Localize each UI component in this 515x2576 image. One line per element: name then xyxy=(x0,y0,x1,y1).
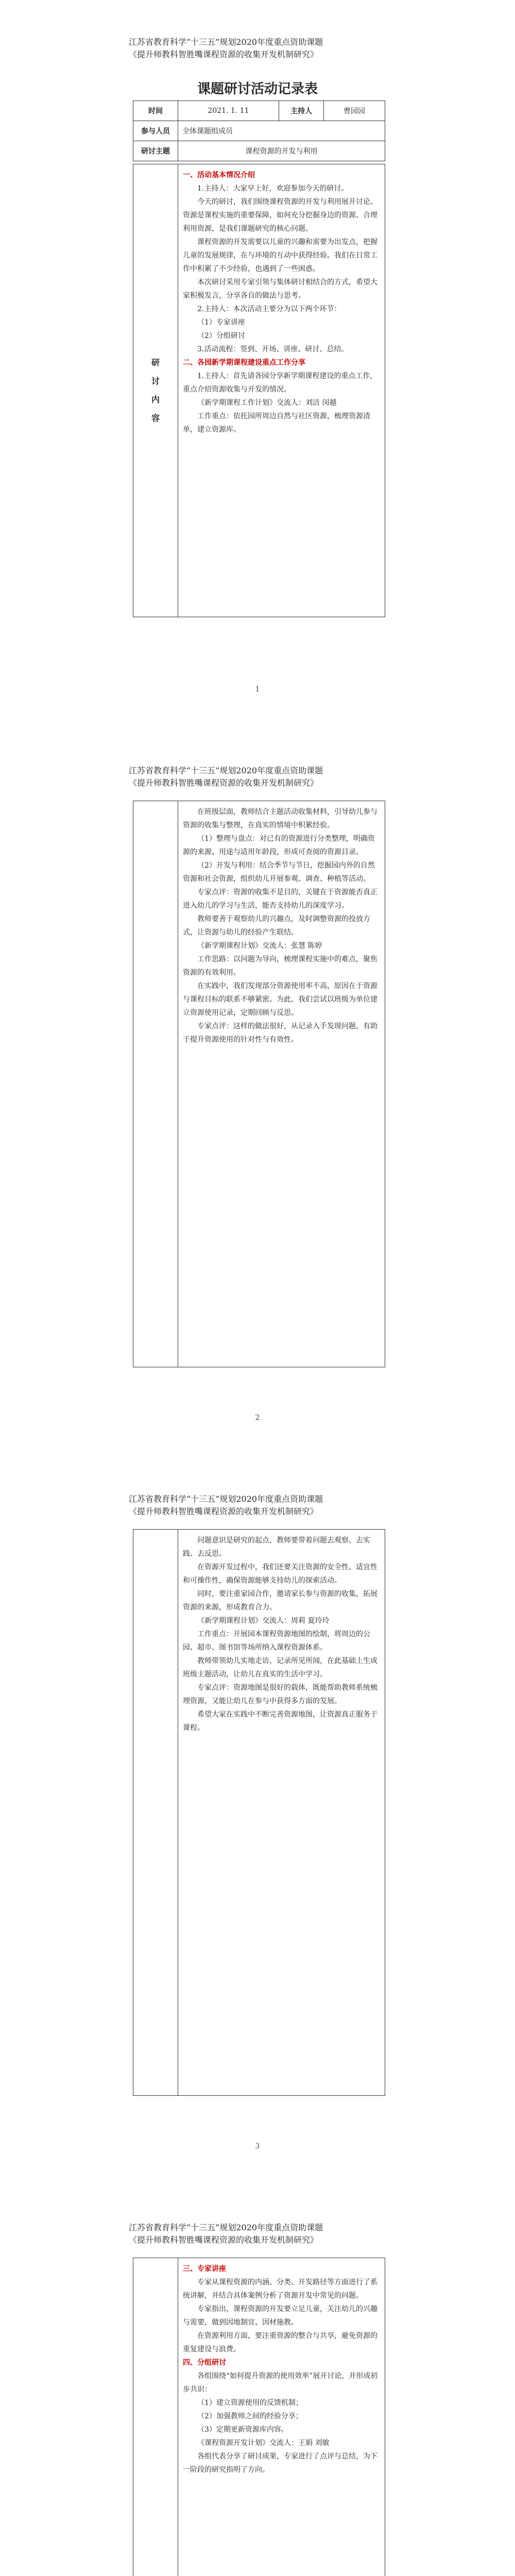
paragraph: （1）专家讲座 xyxy=(197,318,245,327)
paragraph: 工作重点：依托园所周边自然与社区资源，梳理资源清单，建立资源库。 xyxy=(183,412,370,434)
host-label: 主持人 xyxy=(279,101,323,121)
content-label: 研 讨 内 容 xyxy=(133,164,178,617)
participants-label: 参与人员 xyxy=(133,121,178,141)
paragraph: 各组代表分享了研讨成果，专家进行了点评与总结，为下一阶段的研究指明了方向。 xyxy=(183,2452,377,2474)
header-line: 江苏省教育科学“十三五”规划2020年度重点资助课题 xyxy=(129,766,323,775)
content-box xyxy=(133,2258,385,2576)
page-number: 3 xyxy=(255,2142,260,2150)
paragraph: 今天的研讨，我们围绕课程资源的开发与利用展开讨论。资源是课程实施的重要保障，如何充分挖掘身边的资源、合理利用资源，是我们课题研究的核心问题。 xyxy=(183,198,377,233)
page-header xyxy=(129,1493,323,1518)
paragraph: 专家从课程资源的内涵、分类、开发路径等方面进行了系统讲解，并结合具体案例分析了资源开发中常见的问题。 xyxy=(183,2278,377,2300)
header-line: 《提升师教科智胜嘴课程资源的收集开发机制研究》 xyxy=(129,49,319,59)
paragraph: 《新学期课程计划》交流人：张慧 陈婷 xyxy=(197,942,322,950)
time-label: 时间 xyxy=(133,101,178,121)
header-line: 江苏省教育科学“十三五”规划2020年度重点资助课题 xyxy=(129,2223,323,2232)
content-text xyxy=(183,2262,380,2477)
paragraph: 问题意识是研究的起点，教师要带着问题去观察、去实践、去反思。 xyxy=(183,1536,370,1558)
paragraph: 3.活动流程：签到、开场、讲座、研讨、总结。 xyxy=(197,345,349,353)
topic-label: 研讨主题 xyxy=(133,141,178,161)
paragraph: （3）定期更新资源库内容。 xyxy=(197,2426,288,2434)
paragraph: 在实践中，我们发现部分资源使用率不高，原因在于资源与课程目标的联系不够紧密。为此，我们尝试以班级为单位建立资源使用记录，定期回顾与反思。 xyxy=(183,982,377,1017)
header-line: 江苏省教育科学“十三五”规划2020年度重点资助课题 xyxy=(129,1494,323,1504)
page-number: 1 xyxy=(255,685,260,693)
header-line: 《提升师教科智胜嘴课程资源的收集开发机制研究》 xyxy=(129,1506,319,1516)
paragraph: 《新学期课程计划》交流人：周莉 夏玲玲 xyxy=(197,1617,330,1625)
section-heading: 一、活动基本情况介绍 xyxy=(183,171,255,179)
paragraph: 各组围绕“如何提升资源的使用效率”展开讨论，并形成初步共识： xyxy=(183,2372,378,2394)
paragraph: 同时，要注重家园合作，邀请家长参与资源的收集，拓展资源的来源，形成教育合力。 xyxy=(183,1590,377,1612)
paragraph: 希望大家在实践中不断完善资源地图，让资源真正服务于课程。 xyxy=(183,1710,377,1732)
section-heading: 二、各园新学期课程建设重点工作分享 xyxy=(183,359,305,367)
host-value: 曹园园 xyxy=(323,101,385,121)
paragraph: （2）加强教师之间的经验分享； xyxy=(197,2412,303,2420)
content-box xyxy=(133,1529,385,2096)
header-line: 《提升师教科智胜嘴课程资源的收集开发机制研究》 xyxy=(129,2235,319,2245)
content-text xyxy=(183,805,380,1046)
content-label xyxy=(133,1530,178,2095)
paragraph: 《课程资源开发计划》交流人：王娟 刘敏 xyxy=(197,2439,330,2447)
content-label xyxy=(133,2258,178,2576)
section-heading: 三、专家讲座 xyxy=(183,2265,226,2273)
section-heading: 四、分组研讨 xyxy=(183,2359,226,2367)
paragraph: 专家点评：这样的做法很好，从记录入手发现问题，有助于提升资源使用的针对性与有效性。 xyxy=(183,1022,377,1044)
header-line: 江苏省教育科学“十三五”规划2020年度重点资助课题 xyxy=(129,37,323,47)
time-value: 2021. 1. 11 xyxy=(178,101,279,121)
topic-value: 课程资源的开发与利用 xyxy=(178,141,385,161)
paragraph: 课程资源的开发需要以儿童的兴趣和需要为出发点，把握儿童的发展规律，在与环境的互动中获得经验。我们在日常工作中积累了不少经验，也遇到了一些困惑。 xyxy=(183,238,377,273)
paragraph: 在资源利用方面，要注重资源的整合与共享，避免资源的重复建设与浪费。 xyxy=(183,2332,377,2353)
paragraph: 1.主持人：大家早上好，欢迎参加今天的研讨。 xyxy=(197,184,349,193)
doc-title: 课题研讨活动记录表 xyxy=(197,81,318,97)
paragraph: 本次研讨采用专家引领与集体研讨相结合的方式，希望大家积极发言，分享各自的做法与思考。 xyxy=(183,278,377,300)
paragraph: 教师要善于观察幼儿的兴趣点，及时调整资源的投放方式，让资源与幼儿的经验产生联结。 xyxy=(183,915,370,937)
paragraph: 2.主持人：本次活动主要分为以下两个环节： xyxy=(197,305,341,313)
paragraph: 工作思路：以问题为导向，梳理课程实施中的难点，聚焦资源的有效利用。 xyxy=(183,955,377,977)
paragraph: （2）分组研讨 xyxy=(197,332,245,340)
page-header xyxy=(129,36,323,61)
content-text xyxy=(183,1534,380,1735)
paragraph: 1.主持人：首先请各园分享新学期课程建设的重点工作，重点介绍资源收集与开发的情况。 xyxy=(183,372,377,394)
paragraph: 专家点评：资源的收集不是目的，关键在于资源能否真正进入幼儿的学习与生活，能否支持幼儿的深度学习。 xyxy=(183,888,377,910)
paragraph: 工作重点：开展园本课程资源地图的绘制，将周边的公园、超市、图书馆等场所纳入课程资源体系。 xyxy=(183,1630,370,1652)
content-label xyxy=(133,801,178,1367)
page-1 xyxy=(0,0,515,728)
paragraph: 专家点评：资源地图是很好的载体，既能帮助教师系统梳理资源，又能让幼儿在参与中获得多方面的发展。 xyxy=(183,1684,377,1705)
record-form xyxy=(133,100,385,161)
header-line: 《提升师教科智胜嘴课程资源的收集开发机制研究》 xyxy=(129,778,319,788)
content-box xyxy=(133,801,385,1367)
paragraph: （2）开发与利用：结合季节与节日，挖掘园内外的自然资源和社会资源，组织幼儿开展参观、调查、种植等活动。 xyxy=(183,861,375,883)
content-box xyxy=(133,164,385,617)
paragraph: 《新学期课程工作计划》交流人：刘洁 闵越 xyxy=(197,399,337,407)
content-text xyxy=(183,168,380,436)
page-header xyxy=(129,765,323,789)
paragraph: 专家指出，课程资源的开发要立足儿童，关注幼儿的兴趣与需要，做到因地制宜、因材施教。 xyxy=(183,2305,377,2327)
paragraph: （1）建立资源使用的反馈机制； xyxy=(197,2399,303,2407)
paragraph: 在资源开发过程中，我们还要关注资源的安全性、适宜性和可操作性，确保资源能够支持幼儿的探索活动。 xyxy=(183,1563,377,1585)
participants-value: 全体课题组成员 xyxy=(178,121,385,141)
paragraph: 在班级层面，教师结合主题活动收集材料，引导幼儿参与资源的收集与整理，在真实的情境中积累经验。 xyxy=(183,808,377,829)
paragraph: 教师带领幼儿实地走访，记录所见所闻，在此基础上生成班级主题活动，让幼儿在真实的生活中学习。 xyxy=(183,1657,377,1679)
paragraph: （1）整理与盘点：对已有的资源进行分类整理，明确资源的来源、用途与适用年龄段，形成可查阅的资源目录。 xyxy=(183,835,375,856)
page-3 xyxy=(0,1457,515,2185)
page-4 xyxy=(0,2185,515,2576)
page-header xyxy=(129,2222,323,2246)
page-number: 2 xyxy=(255,1414,260,1422)
page-2 xyxy=(0,728,515,1457)
